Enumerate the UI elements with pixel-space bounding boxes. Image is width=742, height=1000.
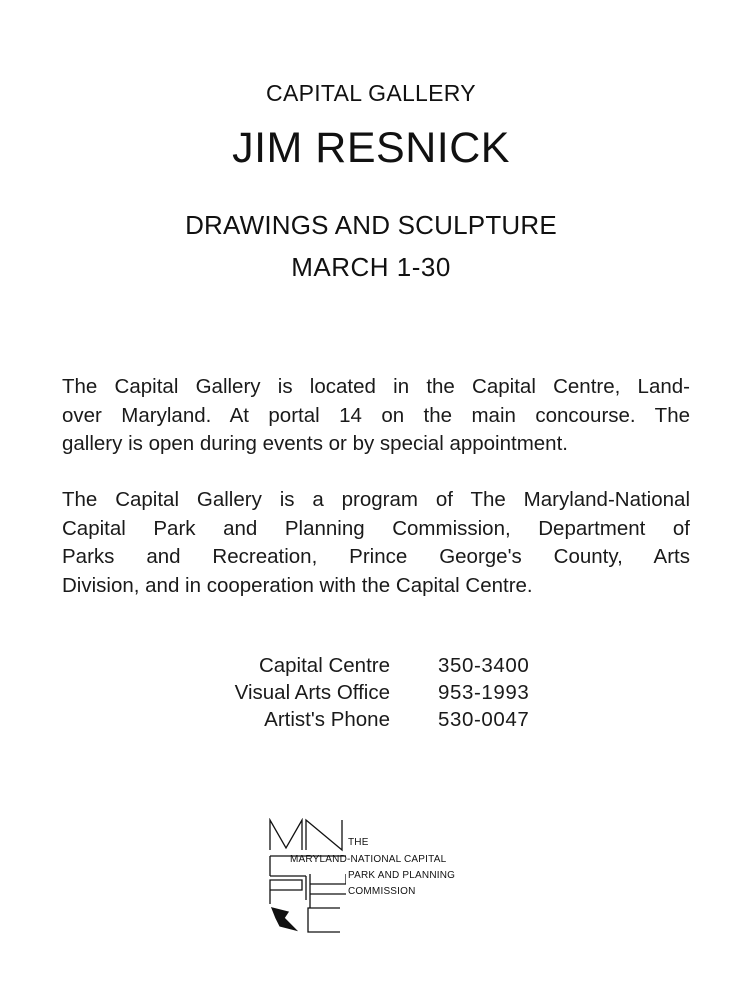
contact-phone: 350-3400 (438, 654, 530, 677)
program-line: Parks and Recreation, Prince George's County, Arts (62, 545, 690, 568)
location-paragraph (62, 373, 690, 459)
program-line: Capital Park and Planning Commission, Department of (62, 516, 690, 540)
location-line: over Maryland. At portal 14 on the main concourse. The (62, 403, 690, 427)
exhibition-dates: MARCH 1-30 (291, 252, 451, 282)
contact-label: Artist's Phone (264, 708, 390, 731)
mncppc-logo (266, 818, 496, 933)
contact-row (150, 706, 570, 733)
program-line: Division, and in cooperation with the Capital Centre. (62, 573, 533, 597)
logo-line-park: PARK AND PLANNING (348, 870, 456, 881)
program-paragraph (62, 486, 690, 600)
logo-line-name: MARYLAND-NATIONAL CAPITAL (290, 854, 447, 865)
artist-name: JIM RESNICK (232, 124, 510, 172)
contact-row (150, 652, 570, 679)
logo-line-the: THE (348, 837, 369, 848)
location-line: gallery is open during events or by special appointment. (62, 432, 568, 455)
contact-phone: 530-0047 (438, 708, 530, 731)
mncppc-logo-mark (266, 818, 346, 933)
exhibition-title: DRAWINGS AND SCULPTURE (185, 210, 557, 240)
logo-line-commission: COMMISSION (348, 886, 416, 897)
contact-label: Visual Arts Office (234, 681, 390, 704)
location-line: The Capital Gallery is located in the Capital Centre, Land- (62, 375, 690, 398)
program-line: The Capital Gallery is a program of The Maryland-National (62, 488, 690, 511)
contact-label: Capital Centre (258, 654, 390, 677)
contact-list (150, 652, 570, 733)
gallery-name: CAPITAL GALLERY (266, 80, 476, 106)
contact-row (150, 679, 570, 706)
contact-phone: 953-1993 (438, 681, 530, 704)
